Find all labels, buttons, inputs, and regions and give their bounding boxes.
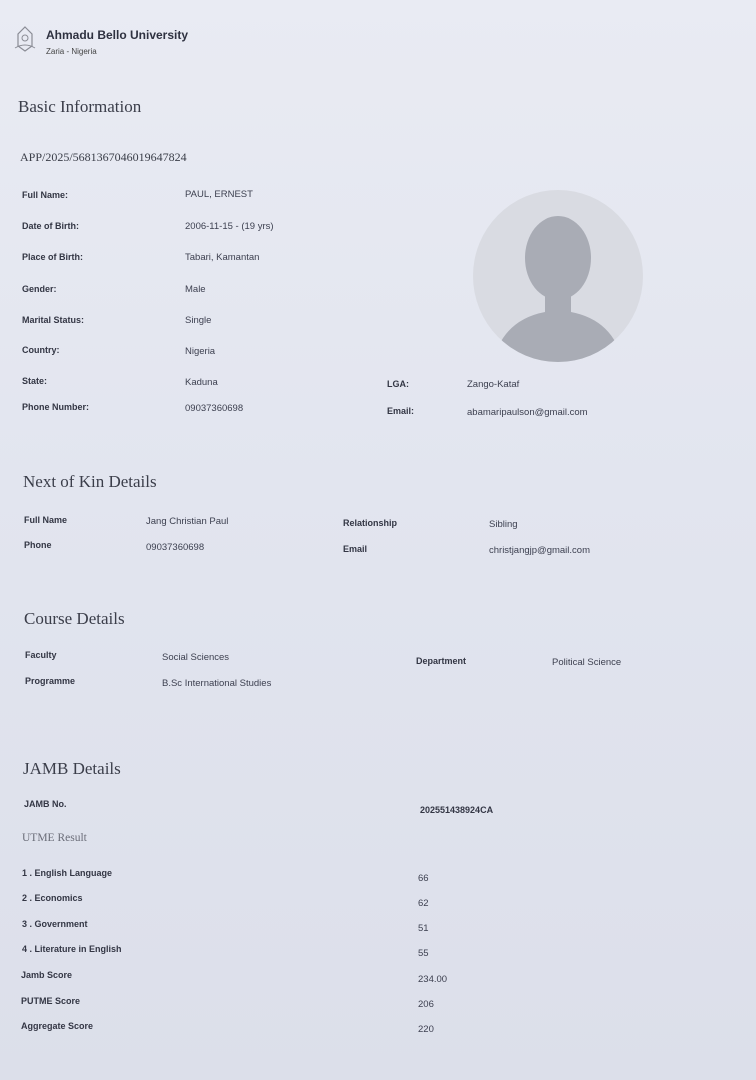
- subject-government-score: 51: [418, 923, 429, 934]
- putme-score-value: 206: [418, 999, 434, 1010]
- university-crest-icon: [10, 24, 40, 59]
- place-of-birth-value: Tabari, Kamantan: [185, 252, 260, 263]
- university-name: Ahmadu Bello University: [46, 28, 189, 42]
- kin-phone-label: Phone: [24, 540, 52, 550]
- lga-label: LGA:: [387, 379, 409, 389]
- kin-relationship-label: Relationship: [343, 518, 398, 528]
- putme-score-label: PUTME Score: [21, 996, 81, 1006]
- subject-english-score: 66: [418, 873, 429, 884]
- country-value: Nigeria: [185, 346, 216, 357]
- subject-english-label: 1 . English Language: [22, 868, 113, 878]
- country-label: Country:: [22, 345, 60, 355]
- phone-value: 09037360698: [185, 403, 244, 414]
- jamb-no-value: 202551438924CA: [420, 805, 494, 815]
- subject-economics-score: 62: [418, 898, 429, 909]
- lga-value: Zango-Kataf: [467, 379, 520, 390]
- course-details-title: Course Details: [24, 609, 125, 628]
- state-value: Kaduna: [185, 377, 218, 388]
- jamb-score-value: 234.00: [418, 974, 448, 985]
- full-name-value: PAUL, ERNEST: [185, 189, 253, 200]
- email-value: abamaripaulson@gmail.com: [467, 407, 588, 418]
- faculty-value: Social Sciences: [162, 652, 230, 663]
- gender-label: Gender:: [22, 284, 57, 294]
- kin-phone-value: 09037360698: [146, 542, 205, 553]
- faculty-label: Faculty: [25, 650, 57, 660]
- basic-info-title: Basic Information: [18, 97, 142, 116]
- dob-label: Date of Birth:: [22, 221, 79, 231]
- next-of-kin-title: Next of Kin Details: [23, 472, 157, 491]
- marital-status-value: Single: [185, 315, 212, 326]
- university-location: Zaria - Nigeria: [46, 47, 97, 56]
- application-number: APP/2025/5681367046019647824: [20, 150, 187, 164]
- dob-value: 2006-11-15 - (19 yrs): [185, 221, 274, 232]
- kin-email-label: Email: [343, 544, 368, 554]
- programme-value: B.Sc International Studies: [162, 678, 272, 689]
- subject-literature-score: 55: [418, 948, 429, 959]
- kin-full-name-label: Full Name: [24, 515, 68, 525]
- full-name-label: Full Name:: [22, 190, 69, 200]
- aggregate-score-value: 220: [418, 1024, 434, 1035]
- jamb-no-label: JAMB No.: [24, 799, 67, 809]
- marital-status-label: Marital Status:: [22, 315, 85, 325]
- place-of-birth-label: Place of Birth:: [22, 252, 84, 262]
- department-value: Political Science: [552, 657, 622, 668]
- programme-label: Programme: [25, 676, 76, 686]
- subject-economics-label: 2 . Economics: [22, 893, 83, 903]
- email-label: Email:: [387, 406, 415, 416]
- gender-value: Male: [185, 284, 206, 295]
- kin-full-name-value: Jang Christian Paul: [146, 516, 229, 527]
- kin-email-value: christjangjp@gmail.com: [489, 545, 590, 556]
- jamb-details-title: JAMB Details: [23, 759, 121, 778]
- subject-government-label: 3 . Government: [22, 919, 88, 929]
- state-label: State:: [22, 376, 48, 386]
- user-silhouette-icon: [473, 190, 643, 362]
- aggregate-score-label: Aggregate Score: [21, 1021, 94, 1031]
- department-label: Department: [416, 656, 467, 666]
- phone-label: Phone Number:: [22, 402, 90, 412]
- subject-literature-label: 4 . Literature in English: [22, 944, 122, 954]
- kin-relationship-value: Sibling: [489, 519, 518, 530]
- jamb-score-label: Jamb Score: [21, 970, 73, 980]
- utme-result-title: UTME Result: [22, 832, 87, 844]
